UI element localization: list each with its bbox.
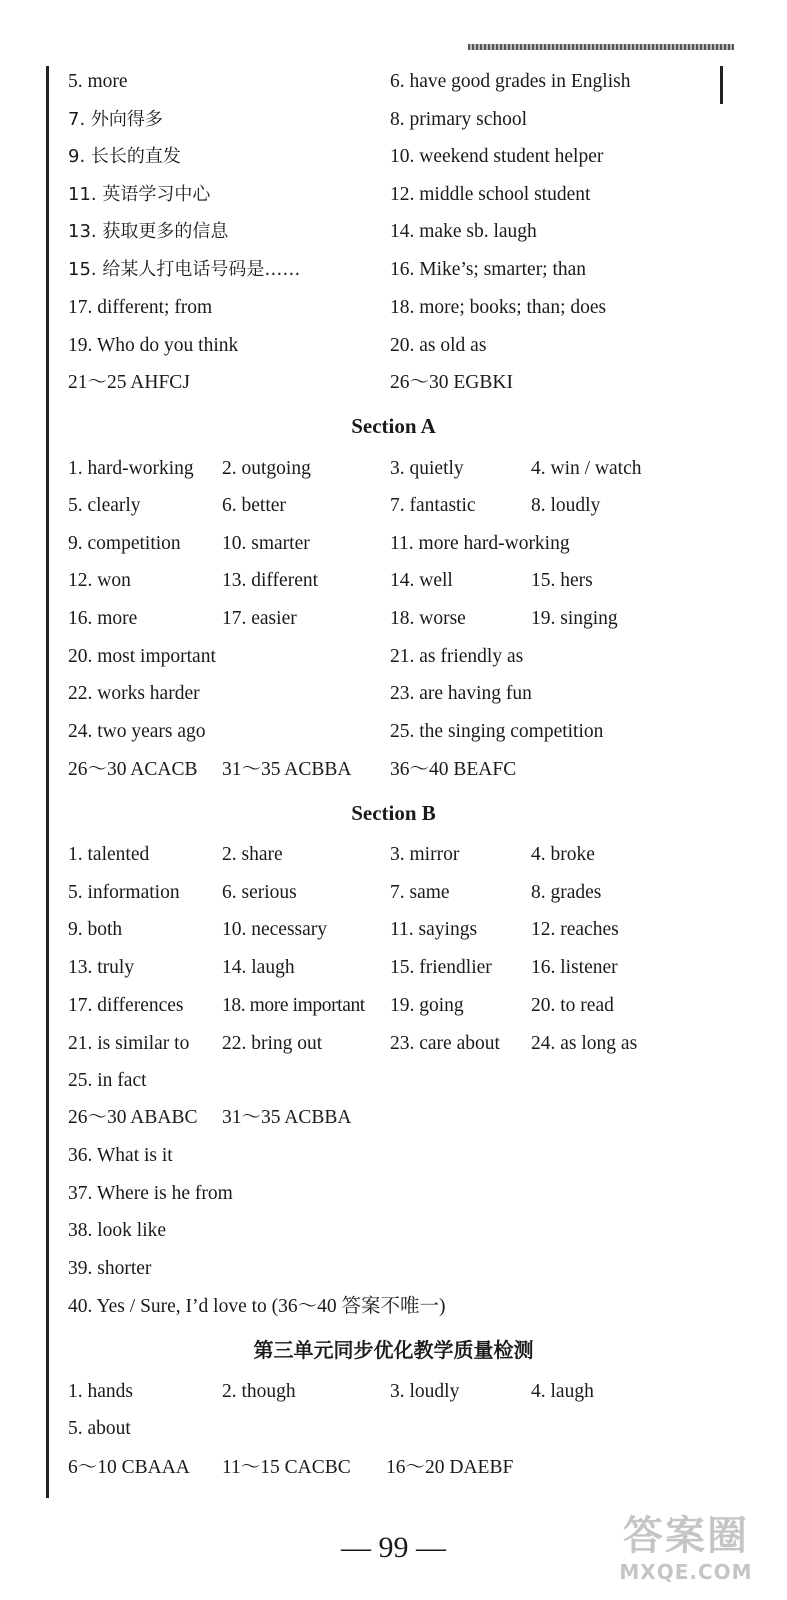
header-decorative-rule: [468, 44, 734, 50]
answer-item: 13. truly: [68, 957, 135, 978]
answer-item: 17. different; from: [68, 297, 213, 318]
answer-item: 6. have good grades in English: [390, 71, 631, 92]
answer-item: 12. won: [68, 570, 131, 591]
answer-item: 5. information: [68, 882, 180, 903]
answer-row: [0, 368, 787, 398]
answer-item: 15. friendlier: [390, 957, 492, 978]
answer-row: [0, 1453, 787, 1483]
answer-item: 22. works harder: [68, 683, 200, 704]
answer-item: 10. necessary: [222, 919, 328, 940]
answer-item: 21～25 AHFCJ: [68, 372, 190, 393]
answer-row: [0, 105, 787, 135]
answer-row: [0, 142, 787, 172]
answer-row: [0, 840, 787, 870]
answer-item: 23. care about: [390, 1033, 500, 1054]
unit3-test-heading: 第三单元同步优化教学质量检测: [253, 1338, 534, 1362]
answer-item: 3. mirror: [390, 844, 460, 865]
watermark-text-cn: 答案圈: [623, 1513, 749, 1559]
answer-item: 11. 英语学习中心: [68, 184, 211, 205]
answer-item: 1. hands: [68, 1381, 133, 1402]
answer-row: [0, 491, 787, 521]
answer-item: 2. though: [222, 1381, 296, 1402]
answer-item: 9. competition: [68, 533, 181, 554]
answer-row: [0, 915, 787, 945]
answer-row: [0, 1292, 787, 1322]
answer-row: [0, 642, 787, 672]
answer-row: [0, 1377, 787, 1407]
answer-item: 40. Yes / Sure, I’d love to (36～40 答案不唯一): [68, 1296, 446, 1317]
answer-row: [0, 293, 787, 323]
answer-item: 14. make sb. laugh: [390, 221, 537, 242]
answer-item: 25. the singing competition: [390, 721, 604, 742]
answer-item: 17. easier: [222, 608, 297, 629]
answer-item: 3. quietly: [390, 458, 464, 479]
answer-row: [0, 180, 787, 210]
answer-row: [0, 1029, 787, 1059]
answer-item: 36～40 BEAFC: [390, 759, 517, 780]
answer-item: 36. What is it: [68, 1145, 173, 1166]
answer-item: 2. share: [222, 844, 283, 865]
answer-item: 4. laugh: [531, 1381, 594, 1402]
answer-item: 18. more important: [222, 995, 365, 1016]
answer-item: 8. grades: [531, 882, 602, 903]
answer-row: [0, 1103, 787, 1133]
answer-item: 10. smarter: [222, 533, 310, 554]
answer-item: 13. different: [222, 570, 319, 591]
answer-item: 3. loudly: [390, 1381, 460, 1402]
answer-item: 16. listener: [531, 957, 618, 978]
answer-item: 10. weekend student helper: [390, 146, 604, 167]
answer-item: 26～30 ACACB: [68, 759, 198, 780]
answer-item: 7. same: [390, 882, 450, 903]
answer-item: 6. serious: [222, 882, 297, 903]
answer-item: 22. bring out: [222, 1033, 323, 1054]
answer-row: [0, 1066, 787, 1096]
answer-row: [0, 529, 787, 559]
answer-item: 9. 长长的直发: [68, 146, 181, 167]
answer-item: 6. better: [222, 495, 286, 516]
answer-row: [0, 255, 787, 285]
answer-item: 17. differences: [68, 995, 184, 1016]
answer-item: 19. Who do you think: [68, 335, 239, 356]
answer-row: [0, 717, 787, 747]
page-number: — 99 —: [341, 1531, 446, 1564]
answer-item: 4. win / watch: [531, 458, 642, 479]
answer-row: [0, 1216, 787, 1246]
answer-item: 1. talented: [68, 844, 150, 865]
answer-item: 7. 外向得多: [68, 109, 163, 130]
answer-row: [0, 67, 787, 97]
answer-row: [0, 878, 787, 908]
answer-item: 9. both: [68, 919, 123, 940]
answer-item: 8. loudly: [531, 495, 601, 516]
answer-item: 21. is similar to: [68, 1033, 190, 1054]
answer-item: 15. 给某人打电话号码是……: [68, 259, 301, 280]
answer-item: 19. going: [390, 995, 464, 1016]
answer-item: 5. about: [68, 1418, 131, 1439]
answer-row: [0, 331, 787, 361]
answer-row: [0, 991, 787, 1021]
answer-item: 14. laugh: [222, 957, 295, 978]
answer-item: 2. outgoing: [222, 458, 311, 479]
answer-item: 24. two years ago: [68, 721, 206, 742]
watermark-text-en: MXQE.COM: [619, 1560, 753, 1584]
answer-item: 38. look like: [68, 1220, 167, 1241]
answer-item: 23. are having fun: [390, 683, 532, 704]
answer-row: [0, 679, 787, 709]
answer-row: [0, 953, 787, 983]
answer-item: 26～30 EGBKI: [390, 372, 513, 393]
answer-item: 1. hard-working: [68, 458, 194, 479]
answer-item: 14. well: [390, 570, 453, 591]
answer-item: 16. more: [68, 608, 138, 629]
answer-item: 25. in fact: [68, 1070, 147, 1091]
answer-item: 20. as old as: [390, 335, 487, 356]
answer-item: 16～20 DAEBF: [386, 1457, 514, 1478]
answer-row: [0, 1179, 787, 1209]
watermark-logo: [596, 1504, 776, 1592]
answer-item: 15. hers: [531, 570, 593, 591]
answer-row: [0, 1254, 787, 1284]
answer-item: 12. reaches: [531, 919, 619, 940]
answer-row: [0, 454, 787, 484]
answer-item: 31～35 ACBBA: [222, 759, 352, 780]
answer-row: [0, 1141, 787, 1171]
answer-item: 5. clearly: [68, 495, 141, 516]
answer-row: [0, 217, 787, 247]
answer-item: 18. more; books; than; does: [390, 297, 607, 318]
answer-item: 11. more hard-working: [390, 533, 570, 554]
answer-row: [0, 1414, 787, 1444]
answer-item: 37. Where is he from: [68, 1183, 233, 1204]
answer-item: 6～10 CBAAA: [68, 1457, 190, 1478]
answer-item: 11. sayings: [390, 919, 478, 940]
answer-item: 16. Mike’s; smarter; than: [390, 259, 587, 280]
answer-item: 12. middle school student: [390, 184, 591, 205]
section-a-heading: Section A: [351, 414, 436, 438]
answer-row: [0, 566, 787, 596]
answer-item: 24. as long as: [531, 1033, 638, 1054]
answer-row: [0, 755, 787, 785]
answer-item: 20. most important: [68, 646, 216, 667]
answer-item: 39. shorter: [68, 1258, 152, 1279]
section-b-heading: Section B: [351, 801, 436, 825]
answer-item: 11～15 CACBC: [222, 1457, 351, 1478]
answer-item: 5. more: [68, 71, 128, 92]
answer-item: 18. worse: [390, 608, 466, 629]
answer-item: 31～35 ACBBA: [222, 1107, 352, 1128]
answer-item: 8. primary school: [390, 109, 528, 130]
answer-item: 26～30 ABABC: [68, 1107, 198, 1128]
answer-item: 7. fantastic: [390, 495, 476, 516]
answer-item: 4. broke: [531, 844, 595, 865]
answer-item: 19. singing: [531, 608, 618, 629]
answer-item: 13. 获取更多的信息: [68, 221, 229, 242]
answer-row: [0, 604, 787, 634]
answer-item: 20. to read: [531, 995, 614, 1016]
answer-item: 21. as friendly as: [390, 646, 524, 667]
